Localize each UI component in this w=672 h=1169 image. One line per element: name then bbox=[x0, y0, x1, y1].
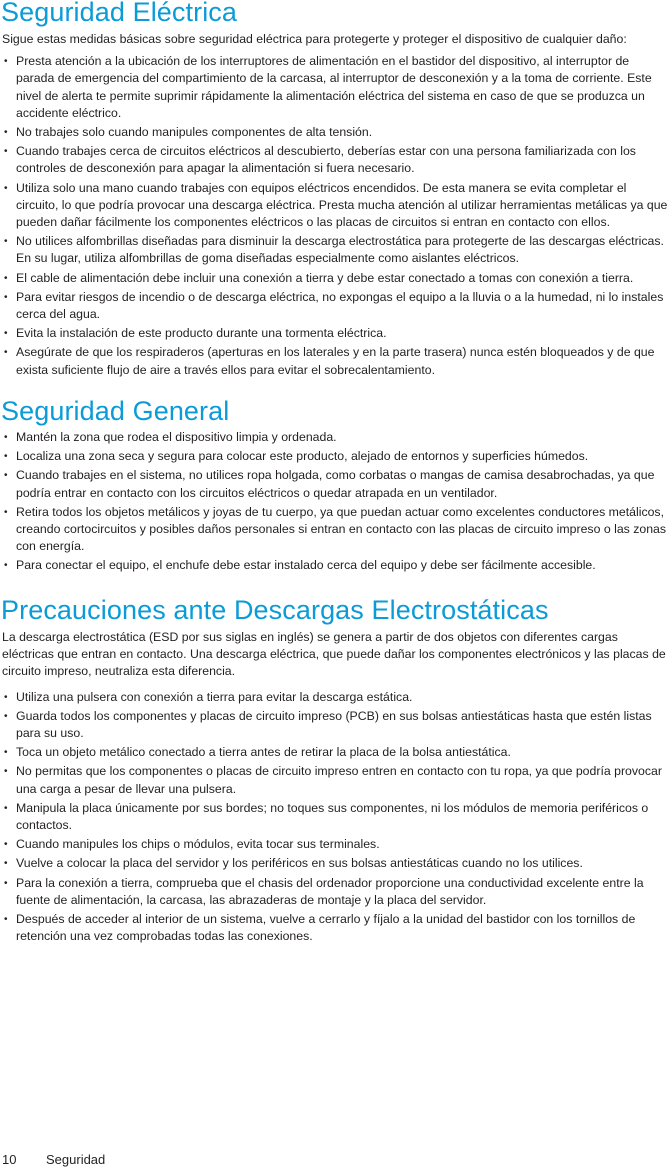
list-item bbox=[0, 467, 670, 501]
list-item bbox=[0, 124, 670, 141]
list-item-text: No permitas que los componentes o placas de circuito impreso entren en contacto con tu ropa, ya que podría provocar una carga a pesar de llevar una pulsera. bbox=[16, 764, 662, 796]
bullet-icon: • bbox=[4, 432, 8, 443]
list-item bbox=[0, 325, 670, 342]
list-item-text: Vuelve a colocar la placa del servidor y los periféricos en sus bolsas antiestáticas cuando no los utilices. bbox=[16, 856, 583, 871]
list-item-text: Para la conexión a tierra, comprueba que el chasis del ordenador proporcione una conductividad excelente entre la fuente de alimentación, la carcasa, las abrazaderas de montaje y la placa del servidor. bbox=[16, 875, 644, 907]
bullet-icon: • bbox=[4, 347, 8, 359]
bullet-icon: • bbox=[4, 272, 8, 284]
list-item bbox=[0, 800, 670, 834]
bullet-icon: • bbox=[4, 747, 8, 759]
page-number: 10 bbox=[2, 1152, 17, 1167]
section-intro: La descarga electrostática (ESD por sus siglas en inglés) se genera a partir de dos objetos con diferentes cargas eléctricas que entran en contacto. Una descarga eléctrica, que puede dañar los componentes electrónicos y las placas de circuito impreso, neutraliza esta diferencia. bbox=[2, 630, 666, 679]
bullet-icon: • bbox=[4, 710, 8, 722]
list-item bbox=[0, 53, 670, 122]
list-item-text: Cuando trabajes en el sistema, no utilices ropa holgada, como corbatas o mangas de camisa desabrochadas, ya que podría entrar en contacto con los circuitos eléctricos o quedar atrapada en un ventilador. bbox=[16, 468, 655, 500]
list-item bbox=[0, 270, 670, 287]
section-title: Seguridad General bbox=[1, 396, 230, 426]
section-general-safety bbox=[0, 396, 672, 577]
list-item-text: Localiza una zona seca y segura para colocar este producto, alejado de entornos y superficies húmedos. bbox=[16, 449, 589, 464]
list-item bbox=[0, 289, 670, 323]
bullet-icon: • bbox=[4, 146, 8, 158]
list-item-text: No utilices alfombrillas diseñadas para disminuir la descarga electrostática para protegerte de las descargas eléctricas. En su lugar, utiliza alfombrillas de goma diseñadas especialmente como aislantes eléctricos. bbox=[16, 234, 664, 266]
bullet-icon: • bbox=[4, 236, 8, 248]
list-item bbox=[0, 448, 670, 465]
list-item bbox=[0, 911, 670, 945]
bullet-icon: • bbox=[4, 766, 8, 778]
section-esd-precautions bbox=[0, 595, 672, 947]
list-item-text: Toca un objeto metálico conectado a tierra antes de retirar la placa de la bolsa antiestática. bbox=[16, 745, 511, 760]
bullet-icon: • bbox=[4, 858, 8, 870]
list-item-text: Para conectar el equipo, el enchufe debe estar instalado cerca del equipo y debe ser fácilmente accesible. bbox=[16, 558, 596, 573]
bullet-icon: • bbox=[4, 127, 8, 139]
bullet-icon: • bbox=[4, 839, 8, 851]
section-electrical-safety bbox=[0, 0, 672, 381]
list-item-text: No trabajes solo cuando manipules componentes de alta tensión. bbox=[16, 125, 373, 140]
bullet-list bbox=[0, 53, 672, 379]
list-item-text: Cuando manipules los chips o módulos, evita tocar sus terminales. bbox=[16, 837, 380, 852]
bullet-icon: • bbox=[4, 914, 8, 926]
list-item-text: Asegúrate de que los respiraderos (aperturas en los laterales y en la parte trasera) nunca estén bloqueados y de que exista suficiente flujo de aire a través ellos para evitar el sobrecalentamiento. bbox=[16, 345, 655, 377]
bullet-icon: • bbox=[4, 506, 8, 518]
list-item bbox=[0, 143, 670, 177]
bullet-icon: • bbox=[4, 291, 8, 303]
page-footer bbox=[2, 1152, 105, 1168]
list-item bbox=[0, 855, 670, 872]
section-title: Precauciones ante Descargas Electrostáticas bbox=[1, 595, 549, 625]
bullet-icon: • bbox=[4, 877, 8, 889]
list-item bbox=[0, 429, 670, 446]
list-item bbox=[0, 875, 670, 909]
section-intro: Sigue estas medidas básicas sobre seguridad eléctrica para protegerte y proteger el dispositivo de cualquier daño: bbox=[2, 32, 627, 46]
bullet-icon: • bbox=[4, 560, 8, 572]
list-item bbox=[0, 233, 670, 267]
list-item-text: Retira todos los objetos metálicos y joyas de tu cuerpo, ya que puedan actuar como excelentes conductores metálicos, creando cortocircuitos y posibles daños personales si entran en contacto con las placas de circuito impreso o las zonas con energía. bbox=[16, 504, 667, 554]
list-item-text: Cuando trabajes cerca de circuitos eléctricos al descubierto, deberías estar con una persona familiarizada con los controles de desconexión para apagar la alimentación si fuera necesario. bbox=[16, 144, 636, 176]
list-item-text: Utiliza una pulsera con conexión a tierra para evitar la descarga estática. bbox=[16, 689, 413, 704]
list-item-text: Mantén la zona que rodea el dispositivo limpia y ordenada. bbox=[16, 430, 337, 444]
list-item-text: El cable de alimentación debe incluir una conexión a tierra y debe estar conectado a tomas con conexión a tierra. bbox=[16, 270, 634, 285]
bullet-icon: • bbox=[4, 56, 8, 68]
list-item bbox=[0, 180, 670, 232]
list-item-text: Evita la instalación de este producto durante una tormenta eléctrica. bbox=[16, 326, 387, 341]
bullet-icon: • bbox=[4, 691, 8, 703]
list-item-text: Manipula la placa únicamente por sus bordes; no toques sus componentes, ni los módulos de memoria periféricos o contactos. bbox=[16, 800, 649, 833]
list-item bbox=[0, 344, 670, 378]
list-item-text: Después de acceder al interior de un sistema, vuelve a cerrarlo y fíjalo a la unidad del bastidor con los tornillos de retención una vez comprobadas todas las conexiones. bbox=[16, 912, 636, 944]
list-item-text: Guarda todos los componentes y placas de circuito impreso (PCB) en sus bolsas antiestáticas hasta que estén listas para su uso. bbox=[16, 708, 652, 741]
bullet-icon: • bbox=[4, 328, 8, 340]
list-item bbox=[0, 689, 670, 706]
bullet-icon: • bbox=[4, 451, 8, 463]
list-item-text: Para evitar riesgos de incendio o de descarga eléctrica, no expongas el equipo a la lluvia o a la humedad, ni lo instales cerca del agua. bbox=[16, 289, 664, 322]
list-item bbox=[0, 708, 670, 742]
list-item-text: Utiliza solo una mano cuando trabajes con equipos eléctricos encendidos. De esta manera se evita completar el circuito, lo que podría provocar una descarga eléctrica. Presta mucha atención al utilizar herramientas metálicas ya que pueden dañar fácilmente los componentes eléctricos o las placas de circuitos si entran en contacto con ellos. bbox=[16, 180, 668, 230]
list-item bbox=[0, 504, 670, 556]
bullet-icon: • bbox=[4, 470, 8, 482]
bullet-list bbox=[0, 429, 672, 575]
bullet-icon: • bbox=[4, 182, 8, 194]
bullet-icon: • bbox=[4, 802, 8, 814]
list-item bbox=[0, 763, 670, 797]
list-item bbox=[0, 557, 670, 574]
bullet-list bbox=[0, 689, 672, 946]
section-title: Seguridad Eléctrica bbox=[1, 0, 238, 27]
footer-section-name: Seguridad bbox=[46, 1152, 106, 1167]
list-item-text: Presta atención a la ubicación de los interruptores de alimentación en el bastidor del dispositivo, al interruptor de parada de emergencia del compartimiento de la carcasa, al interruptor de desconexión y a la toma de corriente. Este nivel de alerta te permite suprimir rápidamente la alimentación eléctrica del sistema en caso de que se produzca un accidente eléctrico. bbox=[16, 54, 652, 120]
list-item bbox=[0, 836, 670, 853]
list-item bbox=[0, 744, 670, 761]
